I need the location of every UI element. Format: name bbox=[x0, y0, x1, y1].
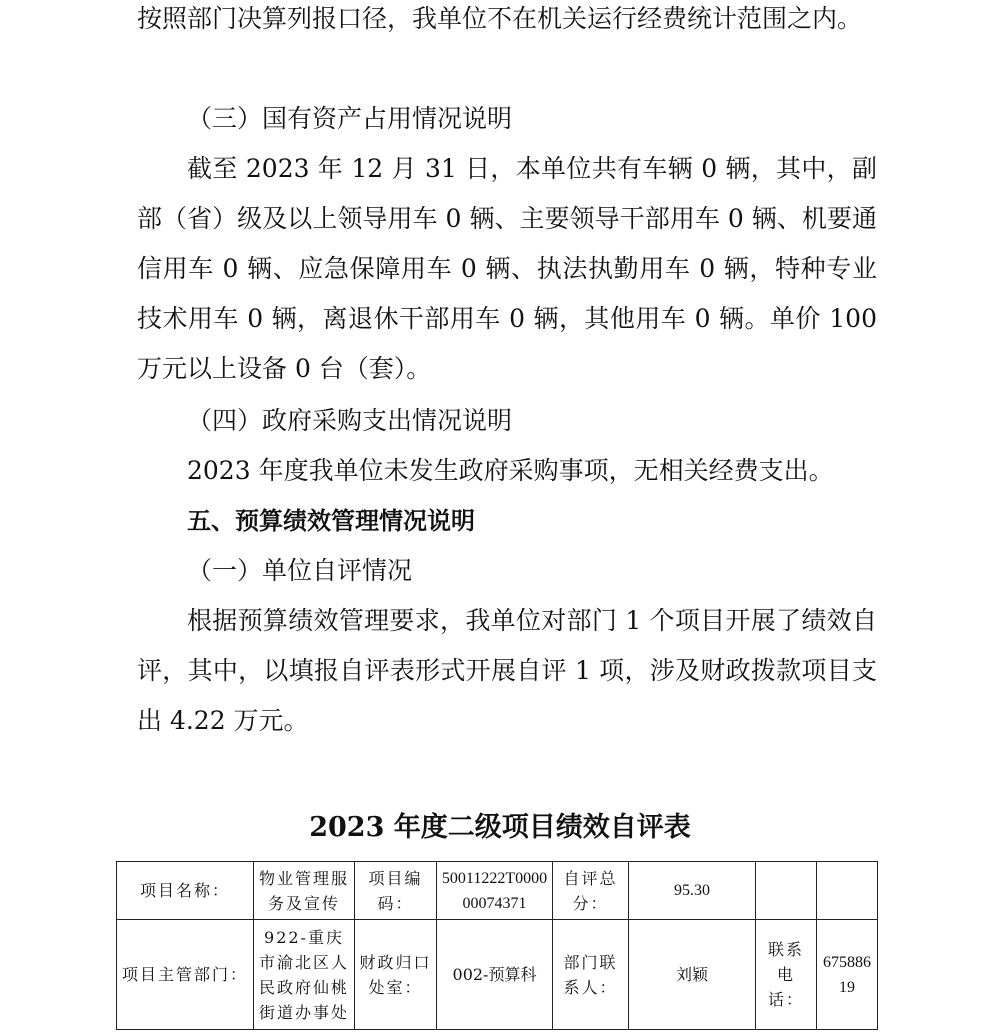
supervising-dept-label: 项目主管部门： bbox=[117, 920, 254, 1030]
self-score-label: 自评总分： bbox=[553, 862, 629, 920]
empty-cell bbox=[817, 862, 878, 920]
project-code-value: 50011222T000000074371 bbox=[437, 862, 553, 920]
finance-office-value: 002-预算科 bbox=[437, 920, 553, 1030]
paragraph-vehicles: 截至 2023 年 12 月 31 日，本单位共有车辆 0 辆，其中，副部（省）级及以上领导用车 0 辆、主要领导干部用车 0 辆、机要通信用车 0 辆、应急保障用车 0 辆、执法执勤用车 0 辆，特种专业技术用车 0 辆，离退休干部用车 0 辆，其他用车 0 辆。单价 100 万元以上设备 0 台（套）。 bbox=[137, 154, 877, 383]
supervising-dept-value: 922-重庆市渝北区人民政府仙桃街道办事处 bbox=[254, 920, 355, 1030]
project-name-label: 项目名称： bbox=[117, 862, 254, 920]
table-row bbox=[117, 862, 878, 920]
table-title: 2023 年度二级项目绩效自评表 bbox=[309, 812, 691, 843]
finance-office-label: 财政归口处室： bbox=[355, 920, 437, 1030]
self-score-value: 95.30 bbox=[629, 862, 756, 920]
table-row bbox=[117, 920, 878, 1030]
phone-value: 67588619 bbox=[817, 920, 878, 1030]
heading-government-procurement: （四）政府采购支出情况说明 bbox=[187, 406, 513, 435]
empty-cell bbox=[756, 862, 817, 920]
heading-performance-management: 五、预算绩效管理情况说明 bbox=[187, 507, 475, 535]
contact-person-label: 部门联系人： bbox=[553, 920, 629, 1030]
paragraph-self-evaluation: 根据预算绩效管理要求，我单位对部门 1 个项目开展了绩效自评，其中，以填报自评表形式开展自评 1 项，涉及财政拨款项目支出 4.22 万元。 bbox=[137, 606, 877, 735]
contact-person-value: 刘颖 bbox=[629, 920, 756, 1030]
project-name-value: 物业管理服务及宣传 bbox=[254, 862, 355, 920]
self-evaluation-table bbox=[116, 861, 878, 1030]
paragraph-admin-expense: 按照部门决算列报口径，我单位不在机关运行经费统计范围之内。 bbox=[137, 4, 863, 33]
heading-state-assets: （三）国有资产占用情况说明 bbox=[187, 104, 513, 133]
project-code-label: 项目编码： bbox=[355, 862, 437, 920]
paragraph-procurement: 2023 年度我单位未发生政府采购事项，无相关经费支出。 bbox=[187, 456, 834, 485]
heading-self-evaluation: （一）单位自评情况 bbox=[187, 556, 413, 585]
phone-label: 联系电话： bbox=[756, 920, 817, 1030]
